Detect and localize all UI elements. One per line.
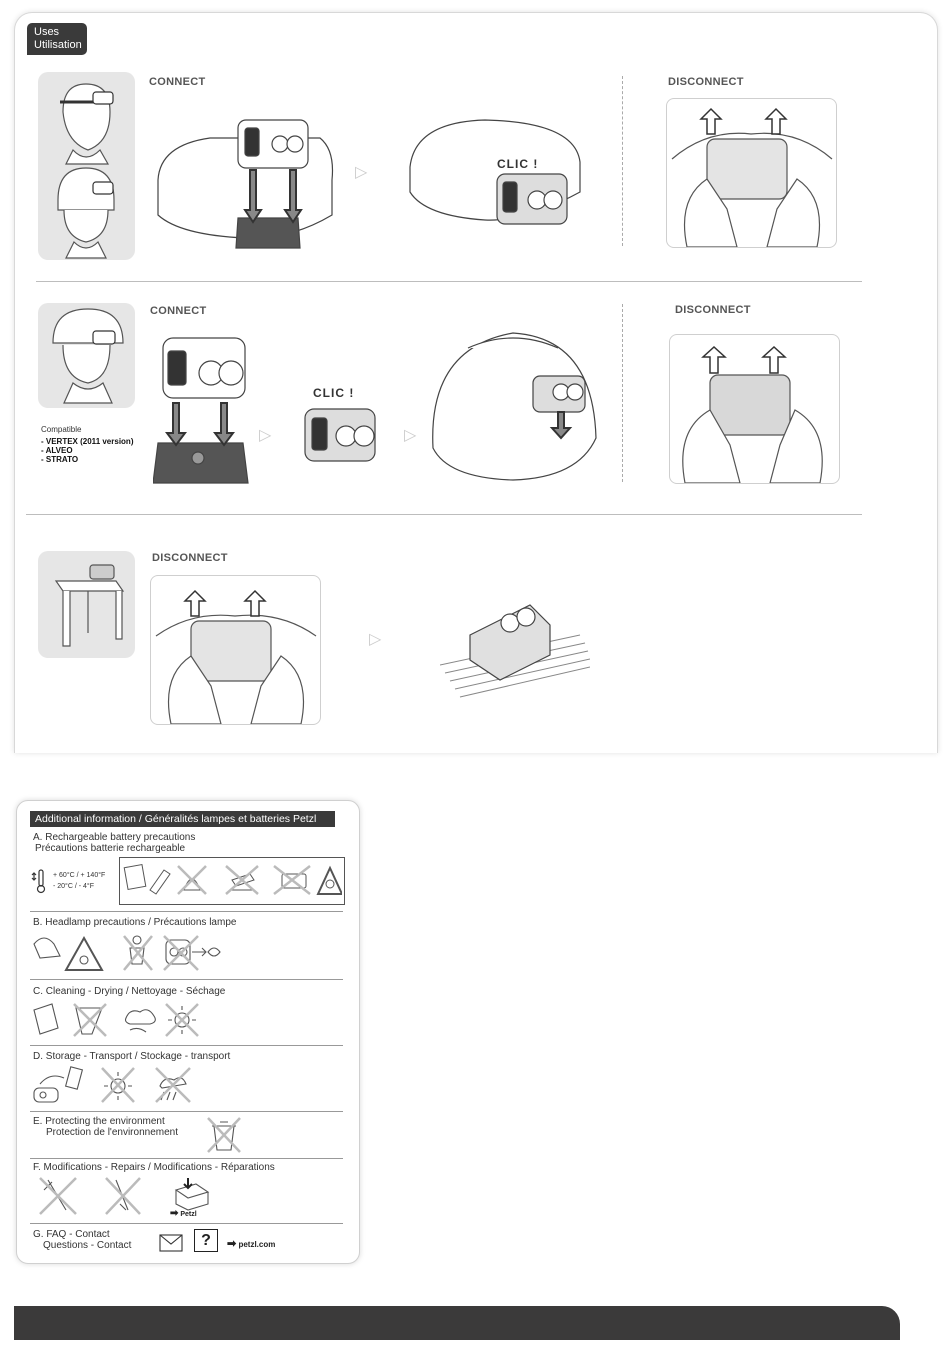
helmet-adapter-connect-illustration — [153, 333, 253, 491]
step-arrow-icon: ▷ — [404, 427, 417, 444]
compat-item-alveo: - ALVEO — [41, 446, 73, 455]
section-e-title — [33, 1116, 178, 1138]
row1-clic-text: CLIC ! — [497, 157, 539, 171]
footer-bar — [14, 1306, 900, 1340]
thermometer-icon — [31, 868, 49, 899]
step-arrow-icon: ▷ — [259, 427, 272, 444]
arrow-right-icon: ➡ — [170, 1208, 179, 1219]
helmet-mounted-illustration — [428, 328, 598, 483]
envelope-icon[interactable] — [159, 1234, 183, 1252]
compat-item-strato: - STRATO — [41, 455, 79, 464]
section-g-line1: G. FAQ - Contact — [33, 1229, 110, 1240]
headband-wearer-illustration — [38, 72, 135, 260]
website-label: petzl.com — [238, 1240, 276, 1249]
row2-clic-text: CLIC ! — [313, 386, 355, 400]
section-a-line2: Précautions batterie rechargeable — [35, 843, 186, 854]
helmet-adapter-clipped-illustration — [300, 404, 380, 466]
tag-line2: Utilisation — [34, 39, 82, 51]
cleaning-drying-icons — [30, 1000, 210, 1040]
faq-question-icon[interactable]: ? — [194, 1229, 218, 1252]
headlamp-precautions-icons — [30, 930, 230, 974]
row1-connect-label: CONNECT — [149, 76, 206, 88]
temperature-range — [53, 870, 105, 892]
lamp-on-table-illustration — [440, 595, 590, 700]
petzl-label: Petzl — [180, 1211, 197, 1218]
row2-disconnect-illustration — [669, 334, 840, 484]
storage-transport-icons — [30, 1064, 200, 1106]
section-a-line1: A. Rechargeable battery precautions — [33, 832, 196, 843]
petzl-website-link[interactable] — [227, 1237, 275, 1250]
section-c-title: C. Cleaning - Drying / Nettoyage - Séchage — [33, 986, 226, 997]
section-e-line2: Protection de l'environnement — [46, 1127, 178, 1138]
compatible-list — [41, 425, 133, 464]
row2-connect-label: CONNECT — [150, 305, 207, 317]
row2-divider — [622, 304, 623, 482]
section-g-line2: Questions - Contact — [43, 1240, 132, 1251]
step-arrow-icon: ▷ — [369, 631, 382, 648]
row1-divider — [622, 76, 623, 246]
headband-clipped-illustration — [405, 112, 585, 230]
section-d-title: D. Storage - Transport / Stockage - transport — [33, 1051, 231, 1062]
uses-tag — [27, 23, 87, 55]
recycle-bin-icon — [204, 1114, 244, 1154]
row-separator — [36, 281, 862, 282]
section-g-title — [33, 1229, 131, 1251]
section-separator — [30, 1045, 343, 1046]
section-separator — [30, 1158, 343, 1159]
section-separator — [30, 979, 343, 980]
row1-disconnect-illustration — [666, 98, 837, 248]
row3-disconnect-illustration — [150, 575, 321, 725]
row1-disconnect-label: DISCONNECT — [668, 76, 744, 88]
headband-connect-illustration — [150, 110, 340, 258]
helmet-wearer-illustration — [38, 303, 135, 408]
row3-disconnect-label: DISCONNECT — [152, 552, 228, 564]
arrow-right-icon: ➡ — [227, 1238, 237, 1250]
compat-title: Compatible — [41, 425, 82, 434]
section-separator — [30, 911, 343, 912]
row-separator — [26, 514, 862, 515]
section-f-title: F. Modifications - Repairs / Modifications - Réparations — [33, 1162, 275, 1173]
battery-precautions-icons — [122, 860, 342, 900]
step-arrow-icon: ▷ — [355, 164, 368, 181]
section-b-title: B. Headlamp precautions / Précautions lampe — [33, 917, 237, 928]
section-separator — [30, 1223, 343, 1224]
temp-cold: - 20°C / - 4°F — [53, 883, 94, 890]
compat-item-vertex: - VERTEX (2011 version) — [41, 437, 134, 446]
tag-line1: Uses — [34, 26, 60, 38]
section-a-title — [33, 832, 195, 854]
temp-hot: + 60°C / + 140°F — [53, 872, 106, 879]
petzl-service-link[interactable] — [170, 1208, 197, 1219]
row2-disconnect-label: DISCONNECT — [675, 304, 751, 316]
section-e-line1: E. Protecting the environment — [33, 1116, 165, 1127]
stool-illustration — [38, 551, 135, 658]
section-separator — [30, 1111, 343, 1112]
additional-info-title: Additional information / Généralités lampes et batteries Petzl — [30, 811, 335, 827]
